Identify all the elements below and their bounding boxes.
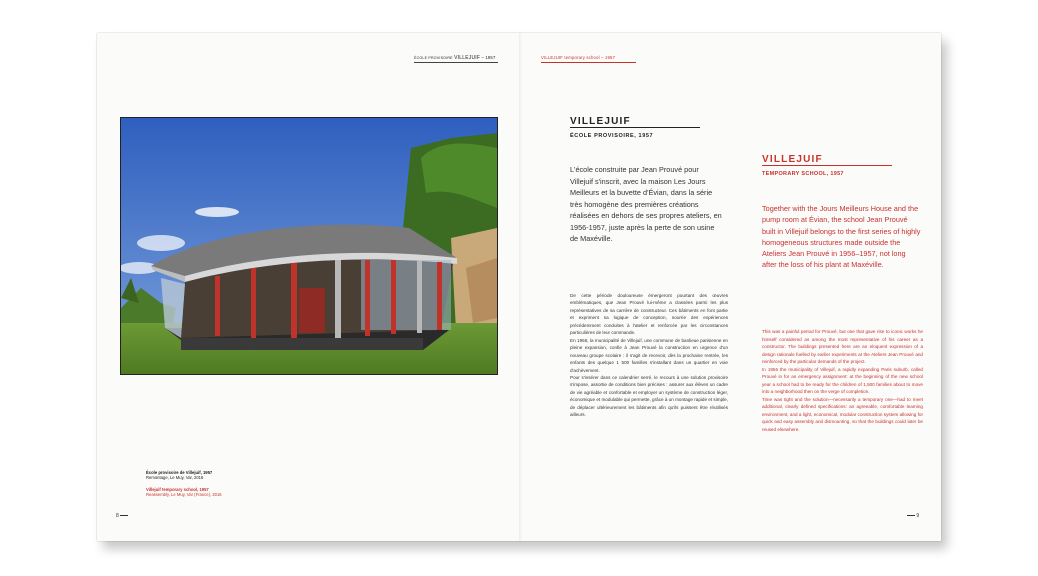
caption-english bbox=[146, 487, 222, 497]
french-body: De cette période douloureuse émergeront pourtant des œuvres emblématiques, que Jean Prouvé lui-même a classées parmi les plus représentatives de sa carrière de constructeur. Ces bâtiments en font partie et expriment sa logique de conception, nourrie des expériences précédemment conduites à l'atelier et renforcée par les circonstances particulières de leur commande. En 1956, la municipalité de Villejuif, une commune de banlieue parisienne en pleine expansion, confie à Jean Prouvé la construction en urgence d'un nouveau groupe scolaire : il s'agit de recevoir, dès la prochaine rentrée, les enfants des quelque 1 500 familles s'installant dans un quartier en voie d'achèvement. Pour s'insérer dans ce calendrier serré, le recours à une solution provisoire s'impose, assortie de conditions bien précises : assurer aux élèves un cadre de vie agréable et confortable et employer un système de construction léger, économique et modulable qui permette, grâce à un montage rapide et simple, de déplacer ultérieurement les bâtiments afin qu'ils puissent être réutilisés ailleurs. bbox=[570, 293, 728, 418]
running-header-english: VILLEJUIF temporary school – 1957 bbox=[541, 55, 616, 60]
english-title: VILLEJUIF bbox=[762, 154, 823, 165]
english-title-rule bbox=[762, 165, 892, 166]
caption-english-sub: Reassembly, Le Muy, Var (France), 2016 bbox=[146, 492, 222, 498]
english-body: This was a painful period for Prouvé, but one that gave rise to iconic works he himself considered as among the most representative of his career as a constructor. The buildings presented here are an eloquent expression of a design rationale fuelled by earlier experiments at the Ateliers Jean Prouvé and reinforced by the particular demands of the project. In 1956 the municipality of Villejuif, a rapidly expanding Paris suburb, called Prouvé in for an emergency assignment: at the beginning of the new school year a school had to be ready for the children of 1,500 families about to move into a neighborhood then on the verge of completion. Time was tight and the solution—necessarily a temporary one—had to meet additional, clearly defined specifications: an agreeable, comfortable learning environment, and a light, economical, modular construction system allowing for quick and easy assembly and dismounting, so that the buildings could later be reused elsewhere. bbox=[762, 329, 923, 432]
french-title: VILLEJUIF bbox=[570, 116, 631, 127]
book-gutter bbox=[519, 33, 522, 541]
header-french-small: ÉCOLE PROVISOIRE bbox=[414, 56, 453, 60]
english-intro: Together with the Jours Meilleurs House and the pump room at Évian, the school Jean Prouvé built in Villejuif belongs to the first series of highly homogeneous structures made outside the Ateliers Jean Prouvé in 1956–1957, not long after the loss of his plant at Maxéville. bbox=[762, 204, 921, 270]
header-rule-english bbox=[541, 62, 636, 63]
header-french-year: – 1957 bbox=[481, 55, 496, 60]
caption-french-sub: Remontage, Le Muy, Var, 2016 bbox=[146, 475, 204, 481]
caption-french-title: École provisoire de Villejuif, 1957 bbox=[146, 470, 213, 475]
french-intro: L'école construite par Jean Prouvé pour Villejuif s'inscrit, avec la maison Les Jours Meilleurs et la buvette d'Évian, dans la série très homogène des premières créations réalisées en dehors de ses propres ateliers, en 1956-1957, juste après la perte de son usine de Maxéville. bbox=[570, 165, 722, 243]
pavilion-photo bbox=[120, 117, 498, 375]
running-header-french bbox=[414, 55, 496, 61]
page-number-right: 9 bbox=[907, 513, 919, 519]
french-subtitle: ÉCOLE PROVISOIRE, 1957 bbox=[570, 133, 654, 139]
header-rule-french bbox=[414, 62, 498, 63]
caption-french bbox=[146, 470, 212, 480]
english-subtitle: TEMPORARY SCHOOL, 1957 bbox=[762, 171, 844, 177]
header-french-title: VILLEJUIF bbox=[454, 55, 481, 61]
french-title-rule bbox=[570, 127, 700, 128]
page-number-left: 8 bbox=[116, 513, 128, 519]
caption-english-title: Villejuif temporary school, 1957 bbox=[146, 487, 209, 492]
